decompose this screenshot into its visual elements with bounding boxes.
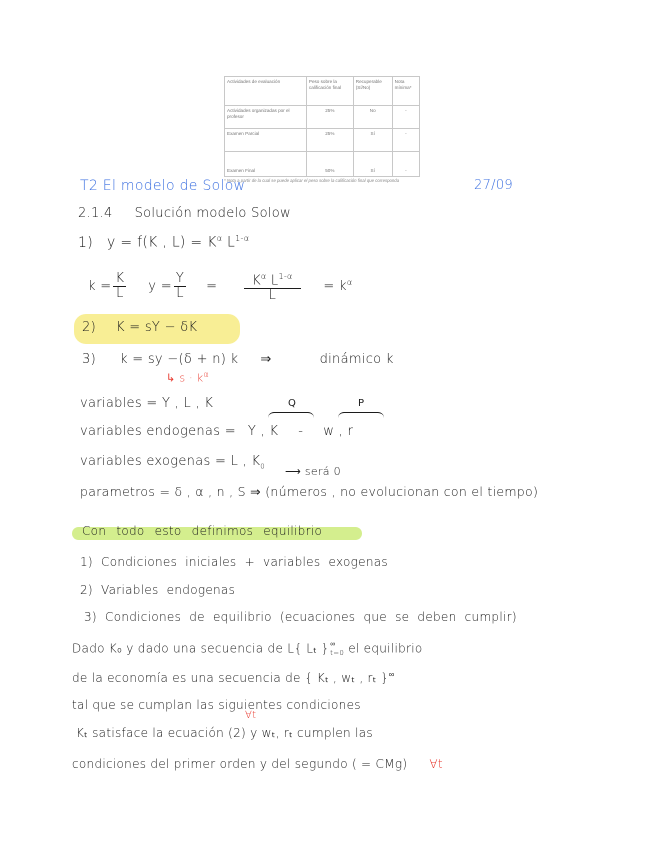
equation-text: = k xyxy=(323,279,347,295)
separator: - xyxy=(298,424,304,439)
table-cell: 25% xyxy=(306,129,353,152)
endogenous-q: Y , K xyxy=(247,424,279,439)
equation-label: 3) xyxy=(82,352,96,367)
exponent: α xyxy=(346,278,353,287)
table-cell: Examen Parcial xyxy=(225,129,307,152)
paragraph-line: Kₜ satisface la ecuación (2) y wₜ, rₜ cumplen las xyxy=(76,726,373,740)
subscript: t=0 xyxy=(330,649,345,657)
denominator: L xyxy=(268,288,277,304)
forall-annotation: ∀t xyxy=(429,757,443,771)
endogenous-p: w , r xyxy=(323,424,354,439)
table-header: Nota mínima* xyxy=(392,77,419,106)
equation-1 xyxy=(78,234,249,251)
numerator: K xyxy=(252,273,261,289)
equation-text: k = sy −(δ + n) k xyxy=(119,352,239,367)
table-row xyxy=(225,152,420,177)
brace-label-p: P xyxy=(358,398,365,409)
equation-text: y = f(K , L) = K xyxy=(106,234,217,251)
brace-p xyxy=(338,412,384,419)
equation-2 xyxy=(82,320,197,335)
table-cell: - xyxy=(392,106,419,129)
denominator: L xyxy=(176,286,184,302)
table-header-row xyxy=(225,77,420,106)
equation-text: y = xyxy=(148,279,172,295)
line-text: de la economía es una secuencia de { Kₜ , wₜ , rₜ } xyxy=(72,671,389,685)
line-text: Dado K₀ y dado una secuencia de L{ Lₜ } xyxy=(72,641,330,656)
equation-text: K = sY − δK xyxy=(115,320,198,335)
evaluation-table xyxy=(224,76,420,177)
section-title: Solución modelo Solow xyxy=(134,206,291,221)
equilibrium-heading: Con todo esto definimos equilibrio xyxy=(82,524,323,538)
section-number: 2.1.4 xyxy=(78,206,113,221)
equation-3 xyxy=(82,352,394,367)
fraction-k xyxy=(113,272,126,301)
line-text: variables endogenas = xyxy=(80,424,236,439)
per-capita-equations xyxy=(88,270,352,303)
table-row xyxy=(225,129,420,152)
equilibrium-item: 1) Condiciones iniciales + variables exogenas xyxy=(80,555,388,569)
table-header: Recuperable (Sí/No) xyxy=(353,77,392,106)
exponent: α xyxy=(260,272,267,281)
exponent: 1-α xyxy=(235,234,250,243)
brace-q xyxy=(268,412,314,419)
numerator: K xyxy=(115,271,125,287)
annotation-text: ↳ s · k xyxy=(166,371,204,385)
equation-label: 1) xyxy=(78,234,93,251)
superscript: ∞ xyxy=(330,640,336,648)
table-cell: 25% xyxy=(306,106,353,129)
table-cell: Sí xyxy=(353,152,392,177)
page-date: 27/09 xyxy=(474,178,513,193)
table-cell: 50% xyxy=(306,152,353,177)
page-title: T2 El modelo de Solow xyxy=(80,178,246,194)
numerator: L xyxy=(266,273,279,289)
paragraph-line xyxy=(72,640,423,658)
paragraph-line: tal que se cumplan las siguientes condiciones xyxy=(72,698,361,712)
line-text: el equilibrio xyxy=(344,641,423,656)
equation-text: k = xyxy=(88,279,112,295)
table-cell: - xyxy=(392,129,419,152)
table-cell: Examen Final xyxy=(225,152,307,177)
fraction-big xyxy=(237,270,307,303)
exponent: 1-α xyxy=(278,272,293,281)
variables-line: variables = Y , L , K xyxy=(80,396,214,411)
paragraph-line xyxy=(72,670,395,685)
red-annotation xyxy=(166,370,209,385)
table-cell: - xyxy=(392,152,419,177)
fraction-y xyxy=(174,272,186,301)
section-heading xyxy=(78,206,291,221)
table-cell: No xyxy=(353,106,392,129)
subscript: 0 xyxy=(260,462,266,471)
table-row xyxy=(225,106,420,129)
table-header: Actividades de evaluación xyxy=(225,77,307,106)
table-footnote: * Nota a partir de la cual se puede aplicar el peso sobre la calificación final que corresponda xyxy=(224,178,400,183)
equation-text: L xyxy=(222,234,236,251)
equation-text: = xyxy=(206,279,218,295)
table-cell: Actividades organizadas por el profesor xyxy=(225,106,307,129)
evaluation-table-image xyxy=(224,76,448,183)
paragraph-line xyxy=(72,757,443,771)
exponent: α xyxy=(203,370,209,379)
brace-label-q: Q xyxy=(288,398,296,409)
forall-annotation: ∀t xyxy=(245,710,257,721)
equilibrium-item: 3) Condiciones de equilibrio (ecuaciones que se deben cumplir) xyxy=(84,610,517,624)
exogenous-note: ⟶ será 0 xyxy=(285,465,341,478)
table-header: Peso sobre la calificación final xyxy=(306,77,353,106)
exponent: α xyxy=(216,234,223,243)
equilibrium-item: 2) Variables endogenas xyxy=(80,583,236,597)
superscript: ∞ xyxy=(388,670,395,679)
line-text: variables exogenas = L , K xyxy=(80,454,261,469)
equation-note: dinámico k xyxy=(319,352,394,367)
exogenous-line xyxy=(80,454,265,471)
table-cell: Sí xyxy=(353,129,392,152)
numerator: Y xyxy=(175,271,185,287)
implies-arrow: ⇒ xyxy=(260,352,272,367)
parameters-line: parametros = δ , α , n , S ⇒ (números , no evolucionan con el tiempo) xyxy=(80,484,539,499)
equation-label: 2) xyxy=(82,320,96,335)
denominator: L xyxy=(116,286,124,302)
endogenous-line xyxy=(80,424,353,439)
line-text: condiciones del primer orden y del segundo ( = CMg) xyxy=(72,757,408,771)
